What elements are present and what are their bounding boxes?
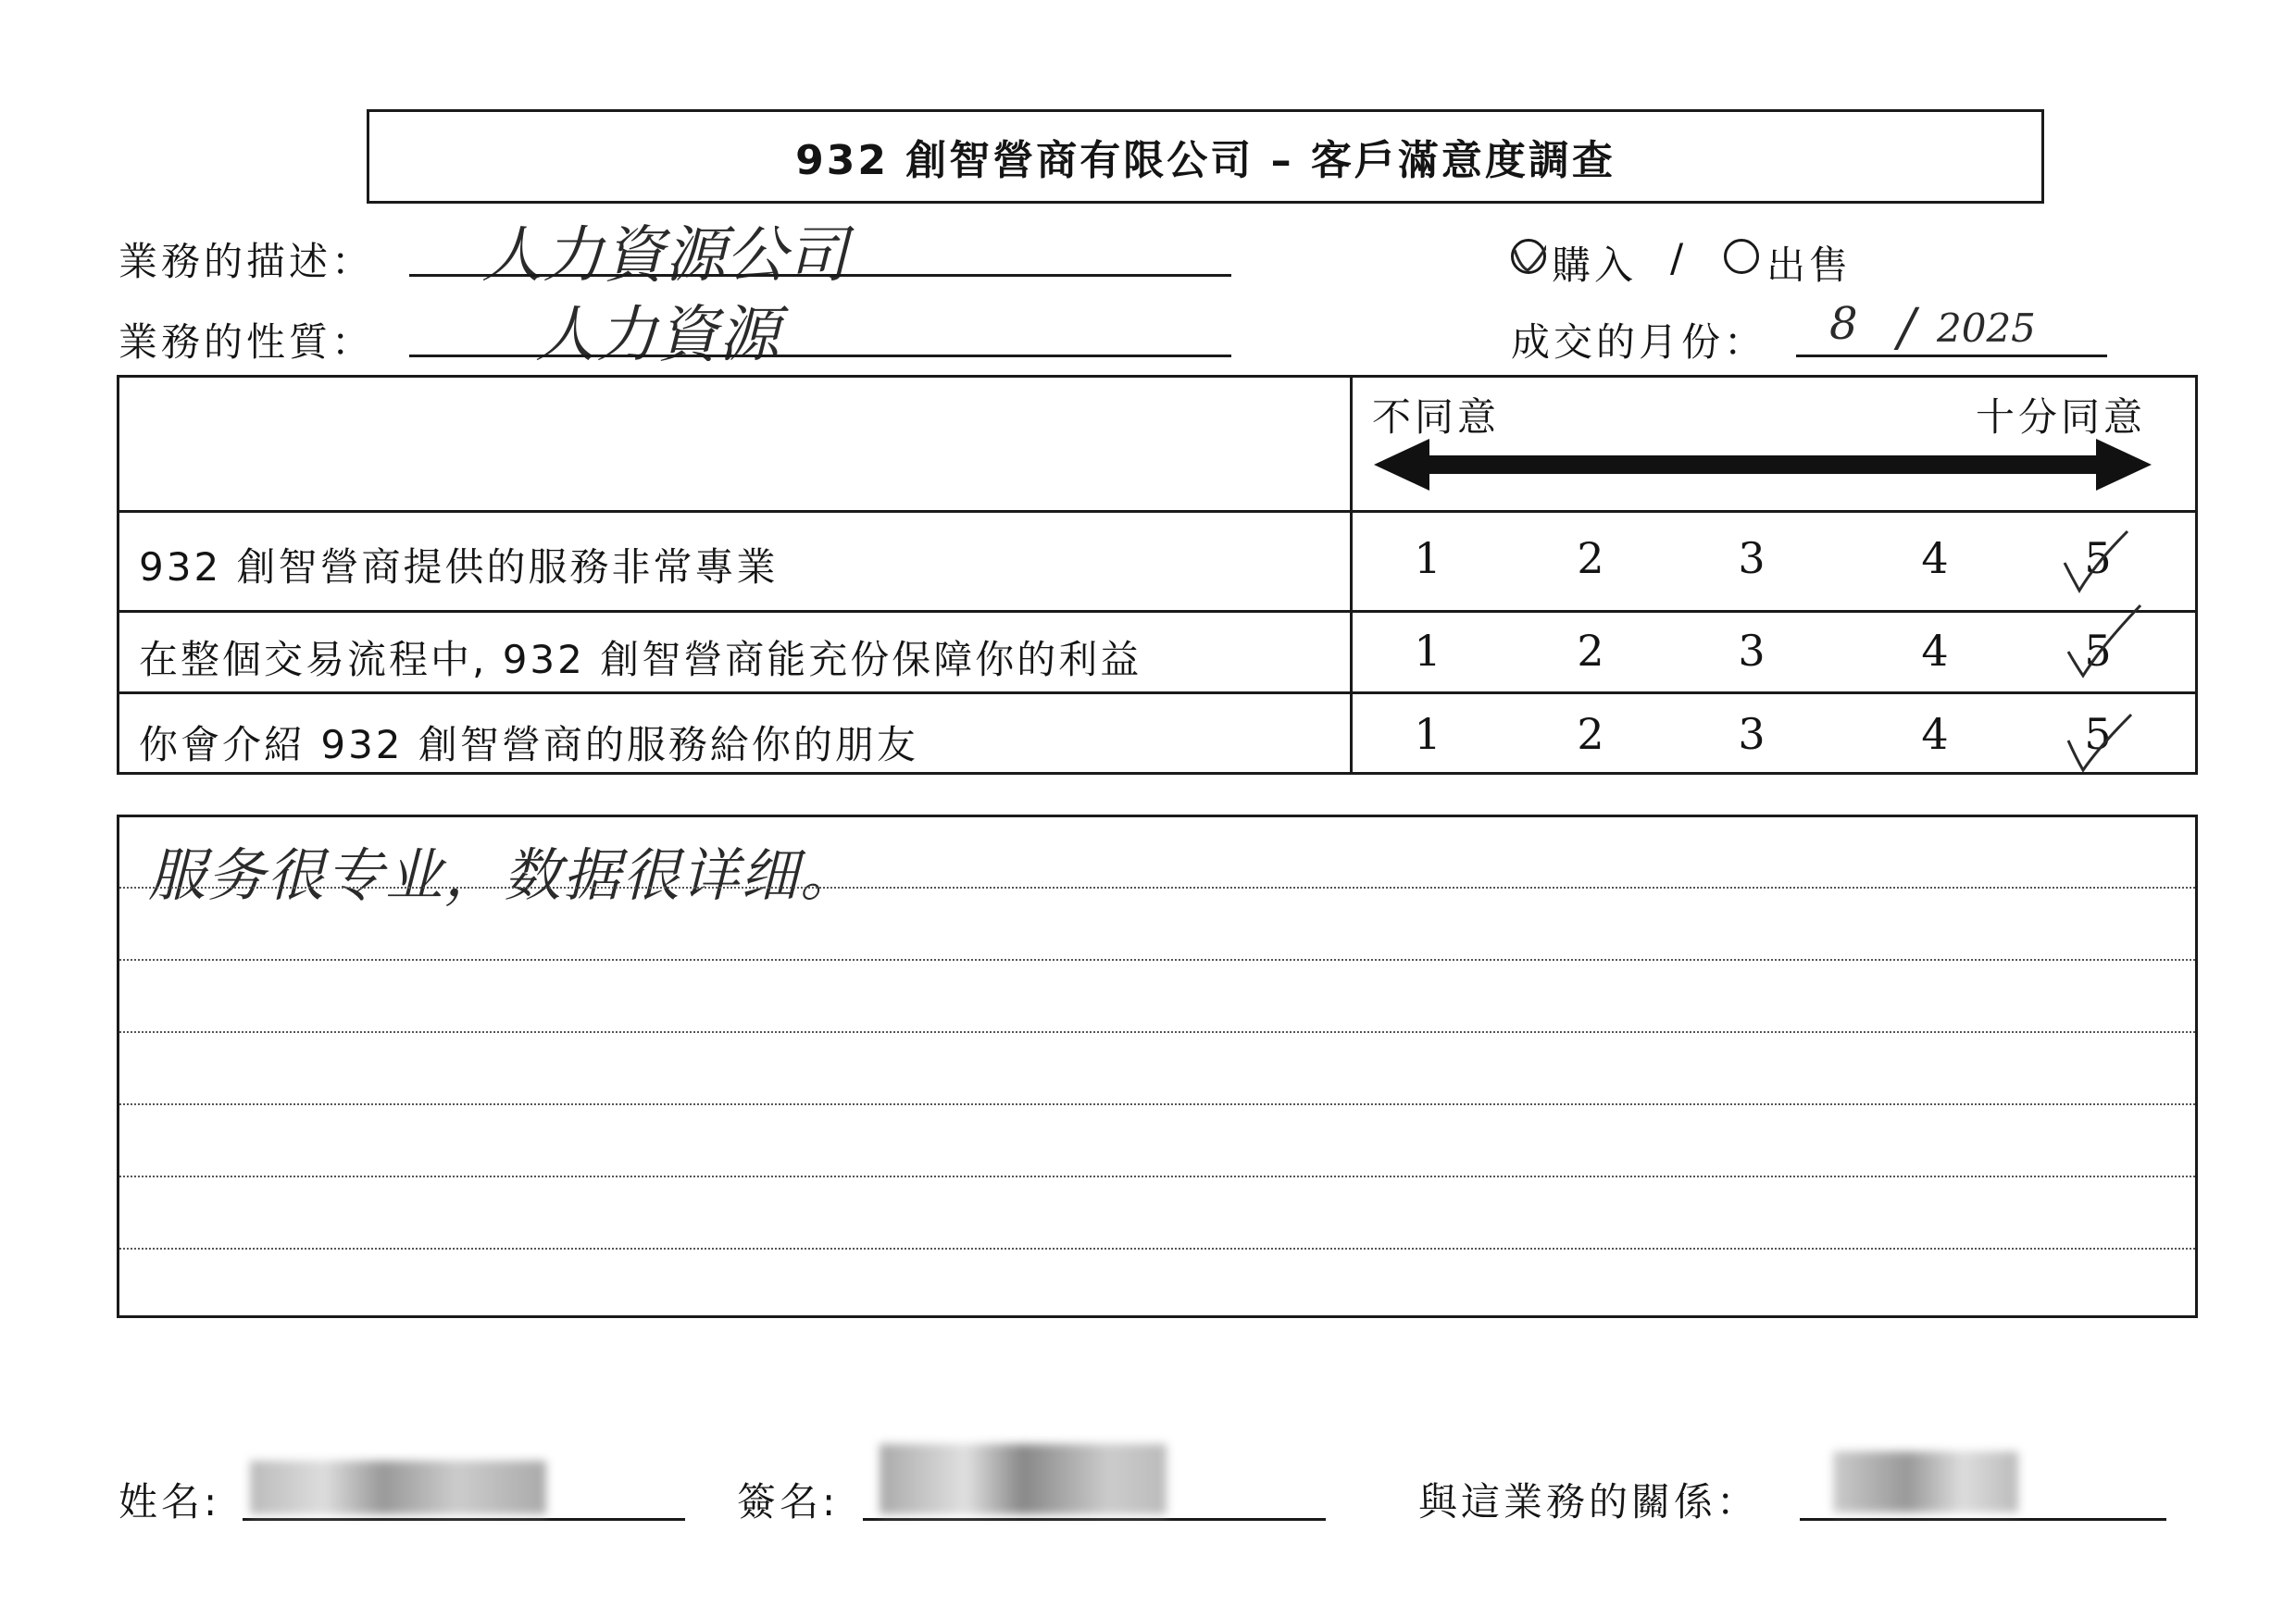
sell-radio[interactable] <box>1724 239 1759 274</box>
rating-2-option-5[interactable]: 5 <box>2084 626 2112 676</box>
rating-1-option-4[interactable]: 4 <box>1921 533 1949 583</box>
signature-redacted <box>880 1444 1167 1514</box>
rating-2-option-2[interactable]: 2 <box>1577 626 1604 676</box>
radio-check-mark-icon <box>1511 239 1546 274</box>
rating-3-option-4[interactable]: 4 <box>1921 709 1949 759</box>
question-1-text: 932 創智營商提供的服務非常專業 <box>139 544 779 590</box>
rating-1-option-1[interactable]: 1 <box>1414 533 1441 583</box>
signature-line <box>863 1518 1326 1521</box>
scale-low-label: 不同意 <box>1372 394 1501 440</box>
relation-line <box>1800 1518 2166 1521</box>
survey-title: 932 創智營商有限公司 – 客戶滿意度調查 <box>367 109 2044 204</box>
scale-high-label: 十分同意 <box>1976 394 2147 440</box>
deal-month-label: 成交的月份： <box>1511 319 1767 365</box>
business-description-value[interactable]: 人力資源公司 <box>481 219 848 291</box>
rating-3-option-2[interactable]: 2 <box>1577 709 1604 759</box>
relation-redacted <box>1833 1451 2018 1512</box>
check-mark-icon <box>2063 600 2146 683</box>
option-separator: / <box>1670 235 1688 280</box>
name-line <box>243 1518 685 1521</box>
table-row-divider <box>117 691 2198 694</box>
rating-1-option-3[interactable]: 3 <box>1738 533 1766 583</box>
deal-month-line <box>1796 355 2107 357</box>
business-nature-value[interactable]: 人力資源 <box>535 299 780 370</box>
business-description-line <box>409 274 1231 277</box>
transaction-type-group <box>1511 235 2066 291</box>
business-description-label: 業務的描述： <box>119 239 375 284</box>
deal-year-value[interactable]: 2025 <box>1937 305 2036 351</box>
deal-month-value[interactable]: 8 <box>1829 298 1858 350</box>
business-nature-label: 業務的性質： <box>119 319 375 365</box>
deal-month-separator: / <box>1898 298 1915 358</box>
check-mark-icon <box>2063 709 2137 783</box>
buy-radio[interactable] <box>1511 239 1546 274</box>
table-row-divider <box>117 610 2198 613</box>
question-2-text: 在整個交易流程中, 932 創智營商能充份保障你的利益 <box>139 637 1142 682</box>
signature-label: 簽名: <box>737 1479 840 1525</box>
question-3-text: 你會介紹 932 創智營商的服務給你的朋友 <box>139 722 918 767</box>
comment-ruled-line <box>119 1176 2195 1177</box>
rating-2-option-4[interactable]: 4 <box>1921 626 1949 676</box>
table-column-divider <box>1350 375 1353 775</box>
comment-text[interactable]: 服务很专业，数据很详细。 <box>148 841 860 909</box>
rating-3-option-3[interactable]: 3 <box>1738 709 1766 759</box>
rating-2-option-3[interactable]: 3 <box>1738 626 1766 676</box>
buy-option-label: 購入 <box>1552 243 1638 288</box>
business-nature-line <box>409 355 1231 357</box>
check-mark-icon <box>2059 526 2133 600</box>
rating-1-option-2[interactable]: 2 <box>1577 533 1604 583</box>
double-arrow-icon <box>1374 439 2152 491</box>
comment-ruled-line <box>119 887 2195 889</box>
name-label: 姓名: <box>119 1479 221 1525</box>
name-redacted <box>250 1461 546 1514</box>
comment-ruled-line <box>119 1248 2195 1250</box>
comment-ruled-line <box>119 1031 2195 1033</box>
rating-3-option-5[interactable]: 5 <box>2084 709 2112 759</box>
rating-2-option-1[interactable]: 1 <box>1414 626 1441 676</box>
table-row-divider <box>117 510 2198 513</box>
rating-1-option-5[interactable]: 5 <box>2084 533 2112 583</box>
relation-label: 與這業務的關係： <box>1418 1479 1760 1525</box>
sell-option-label: 出售 <box>1766 243 1853 288</box>
comment-ruled-line <box>119 959 2195 961</box>
comment-ruled-line <box>119 1103 2195 1105</box>
rating-3-option-1[interactable]: 1 <box>1414 709 1441 759</box>
